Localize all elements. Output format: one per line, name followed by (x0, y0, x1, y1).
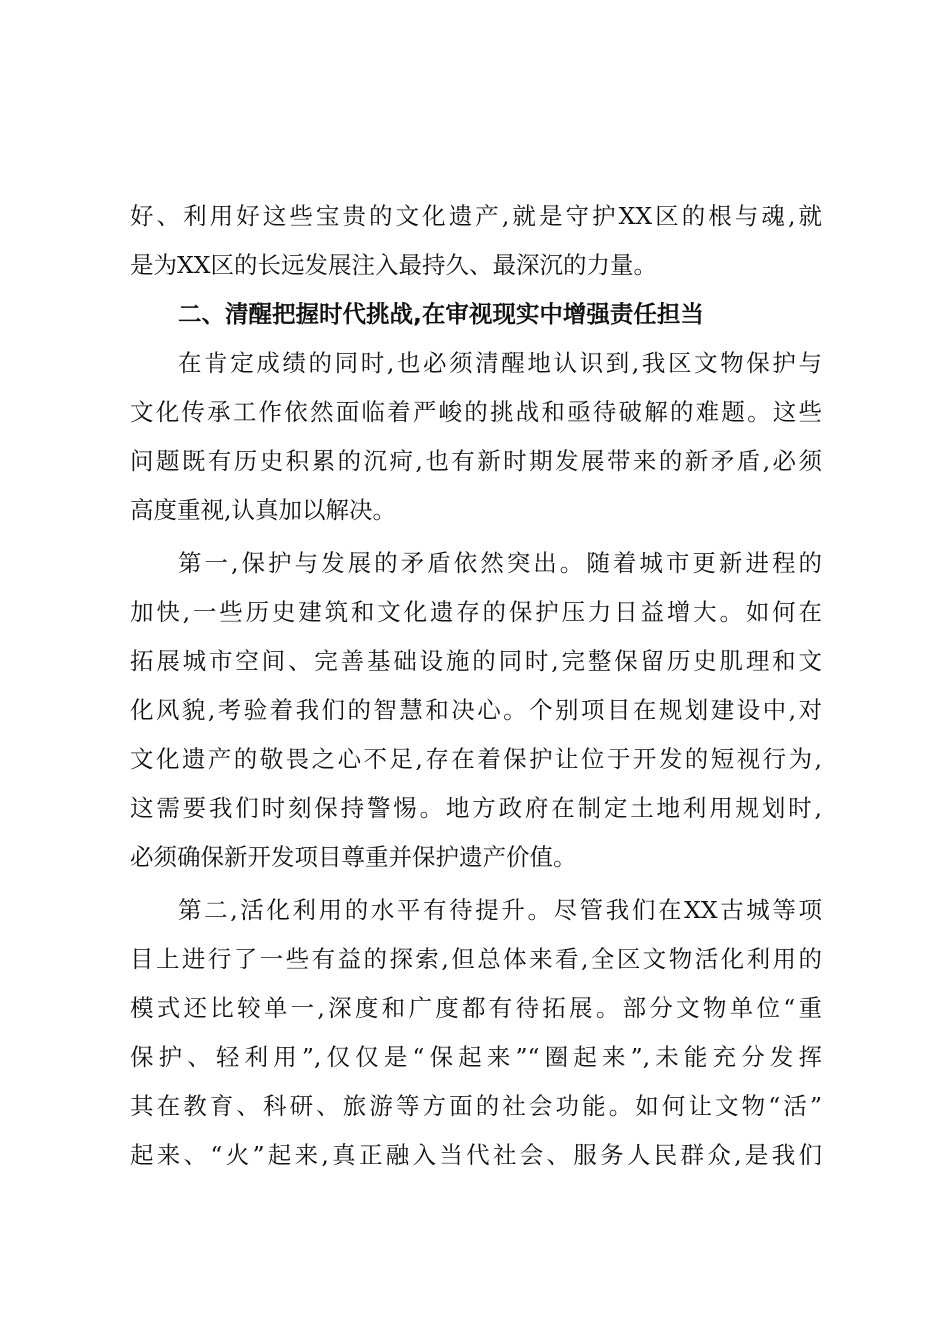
text-line: 好、利用好这些宝贵的文化遗产,就是守护XX区的根与魂,就 (130, 202, 822, 230)
text-line: 目上进行了一些有益的探索,但总体来看,全区文物活化利用的 (130, 945, 822, 973)
text-line: 第二,活化利用的水平有待提升。尽管我们在XX古城等项 (178, 896, 822, 924)
text-line: 加快,一些历史建筑和文化遗存的保护压力日益增大。如何在 (130, 598, 822, 626)
text-line: 文化传承工作依然面临着严峻的挑战和亟待破解的难题。这些 (130, 398, 822, 426)
paragraph-second-point (130, 886, 822, 1180)
text-line: 化风貌,考验着我们的智慧和决心。个别项目在规划建设中,对 (130, 696, 822, 724)
text-line: 在肯定成绩的同时,也必须清醒地认识到,我区文物保护与 (178, 349, 822, 377)
text-line: 起来、“火”起来,真正融入当代社会、服务人民群众,是我们 (130, 1141, 822, 1169)
text-line: 必须确保新开发项目尊重并保护遗产价值。 (130, 843, 577, 871)
text-line: 模式还比较单一,深度和广度都有待拓展。部分文物单位“重 (130, 994, 822, 1022)
paragraph-challenges-intro (130, 339, 822, 535)
text-line: 问题既有历史积累的沉疴,也有新时期发展带来的新矛盾,必须 (130, 447, 822, 475)
section-heading-text: 二、清醒把握时代挑战,在审视现实中增强责任担当 (178, 300, 704, 328)
section-heading (130, 290, 822, 339)
text-line: 其在教育、科研、旅游等方面的社会功能。如何让文物“活” (130, 1092, 822, 1120)
text-line: 拓展城市空间、完善基础设施的同时,完整保留历史肌理和文 (130, 647, 822, 675)
text-line: 第一,保护与发展的矛盾依然突出。随着城市更新进程的 (178, 549, 822, 577)
text-line: 是为XX区的长远发展注入最持久、最深沉的力量。 (130, 251, 657, 279)
paragraph-intro-end (130, 192, 822, 290)
text-line: 高度重视,认真加以解决。 (130, 496, 396, 524)
text-line: 文化遗产的敬畏之心不足,存在着保护让位于开发的短视行为, (130, 745, 822, 773)
document-page (130, 192, 822, 1184)
paragraph-first-point (130, 539, 822, 882)
text-line: 这需要我们时刻保持警惕。地方政府在制定土地利用规划时, (130, 794, 822, 822)
text-line: 保护、轻利用”,仅仅是“保起来”“圈起来”,未能充分发挥 (130, 1043, 822, 1071)
